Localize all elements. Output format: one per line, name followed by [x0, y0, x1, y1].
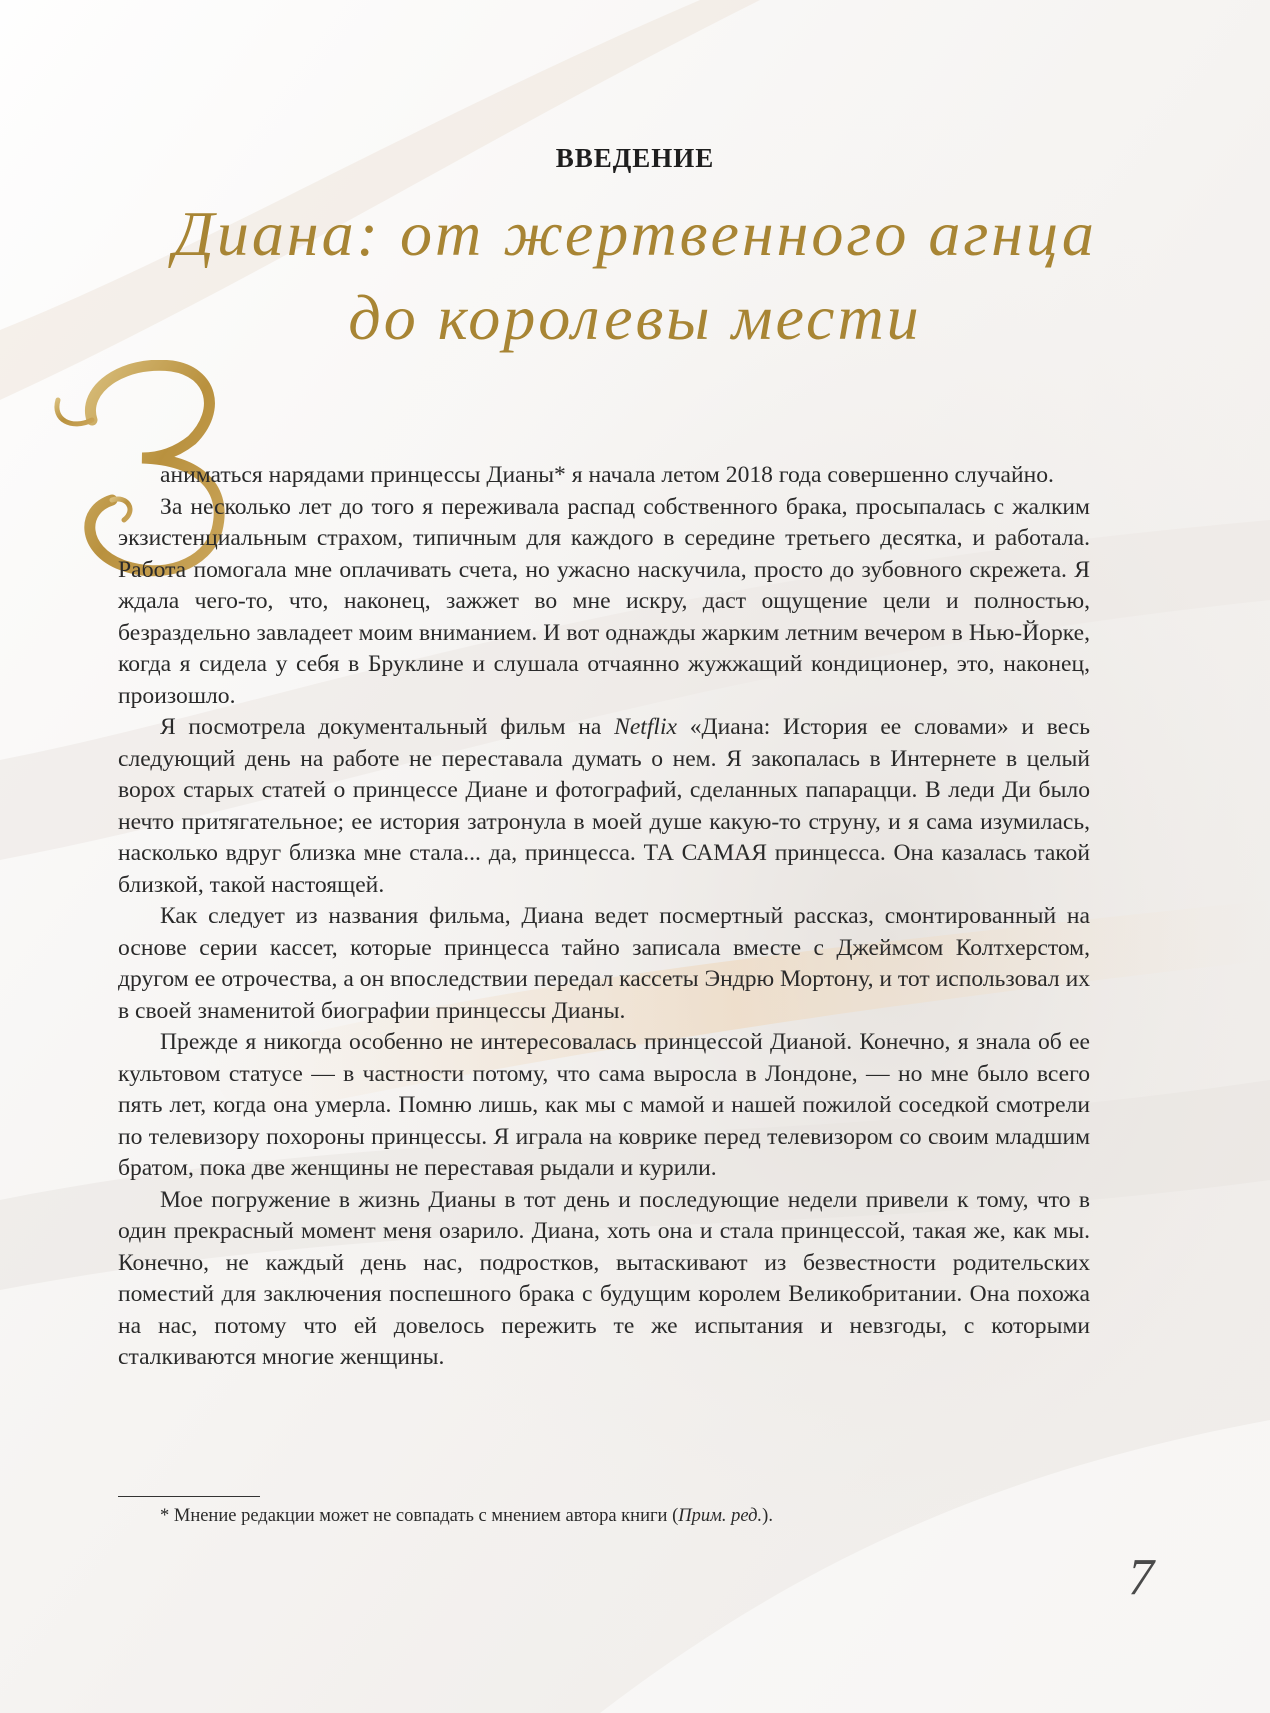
- body-text: [118, 460, 1090, 1374]
- netflix-italic: Netflix: [614, 714, 677, 740]
- paragraph-3: [118, 712, 1090, 901]
- footnote: [160, 1506, 1060, 1527]
- paragraph-6: Мое погружение в жизнь Дианы в тот день и последующие недели привели к тому, что в один прекрасный момент меня озарило. Диана, хоть она и стала принцессой, такая же, как мы. Конечно, не каждый день нас, подростков, вытаскивают из безвестности родительских поместий для заключения поспешного брака с будущим королем Великобритании. Она похожа на нас, потому что ей довелось пережить те же испытания и невзгоды, с которыми сталкиваются многие женщины.: [118, 1186, 1090, 1370]
- drop-cap-text: З: [52, 360, 53, 361]
- paragraph-5: Прежде я никогда особенно не интересовалась принцессой Дианой. Конечно, я знала об ее культовом статусе — в частности потому, что сама выросла в Лондоне, — но мне было всего пять лет, когда она умерла. Помню лишь, как мы с мамой и нашей пожилой соседкой смотрели по телевизору похороны принцессы. Я играла на коврике перед телевизором со своим младшим братом, пока две женщины не переставая рыдали и курили.: [118, 1029, 1090, 1181]
- title-line-2: до королевы мести: [348, 282, 922, 353]
- section-label: ВВЕДЕНИЕ: [555, 143, 715, 173]
- paragraph-4: Как следует из названия фильма, Диана ведет посмертный рассказ, смонтированный на основе серии кассет, которые принцесса тайно записала вместе с Джеймсом Колтхерстом, другом ее отрочества, а он впоследствии передал кассеты Эндрю Мортону, и тот использовал их в своей знаменитой биографии принцессы Дианы.: [118, 903, 1090, 1024]
- page-number: 7: [1128, 1549, 1154, 1606]
- paragraph-3-start: Я посмотрела документальный фильм на: [160, 714, 615, 740]
- footnote-close: ).: [762, 1506, 773, 1526]
- title-line-1: Диана: от жертвенного агнца: [173, 198, 1097, 269]
- paragraph-1: аниматься нарядами принцессы Дианы* я начала летом 2018 года совершенно случайно.: [160, 462, 1054, 488]
- footnote-divider: [118, 1496, 260, 1497]
- paragraph-3-rest: «Диана: История ее словами» и весь следующий день на работе не переставала думать о нем. Я закопалась в Интернете в целый ворох старых статей о принцессе Диане и фотографий, сделанных папарацци. В леди Ди было нечто притягательное; ее история затронула в моей душе какую-то струну, и я сама изумилась, насколько вдруг близка мне стала... да, принцесса. ТА САМАЯ принцесса. Она казалась такой близкой, такой настоящей.: [118, 714, 1090, 898]
- footnote-text: * Мнение редакции может не совпадать с мнением автора книги (: [160, 1506, 679, 1526]
- footnote-note: Прим. ред.: [678, 1506, 763, 1526]
- paragraph-2: За несколько лет до того я переживала распад собственного брака, просыпалась с жалким экзистенциальным страхом, типичным для каждого в середине третьего десятка, и работала. Работа помогала мне оплачивать счета, но ужасно наскучила, просто до зубовного скрежета. Я ждала чего-то, что, наконец, зажжет во мне искру, даст ощущение цели и полностью, безраздельно завладеет моим вниманием. И вот однажды жарким летним вечером в Нью-Йорке, когда я сидела у себя в Бруклине и слушала отчаянно жужжащий кондиционер, это, наконец, произошло.: [118, 493, 1090, 709]
- page-title: [0, 192, 1270, 360]
